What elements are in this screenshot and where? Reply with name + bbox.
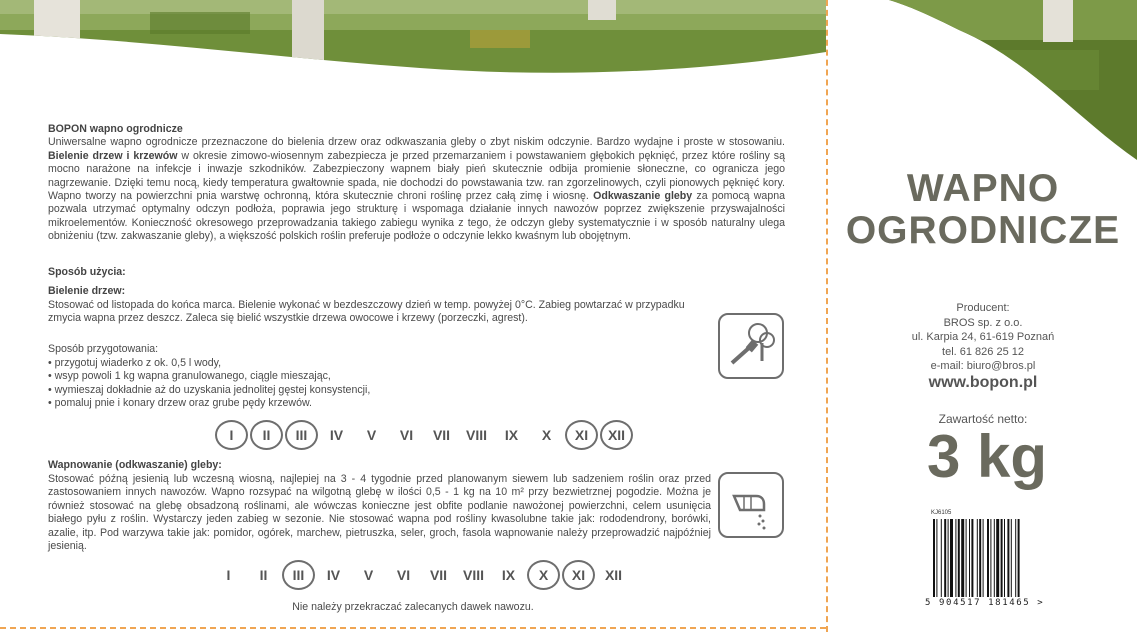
- month-vi: VI: [396, 567, 411, 583]
- month-ii: II: [250, 420, 283, 450]
- website-link[interactable]: www.bopon.pl: [928, 374, 1038, 391]
- net-content-label: Zawartość netto:: [938, 412, 1028, 426]
- intro-text-1: Uniwersalne wapno ogrodnicze przeznaczone do bielenia drzew oraz odkwaszania gleby o zbyt niskim odczynie. Bardzo wydajne i proste w stosowaniu.: [48, 136, 785, 149]
- month-i: I: [215, 420, 248, 450]
- month-v: V: [363, 567, 374, 583]
- month-xi: XI: [565, 420, 598, 450]
- dose-warning: Nie należy przekraczać zalecanych dawek nawozu.: [292, 601, 534, 613]
- barcode-icon: [931, 519, 1047, 599]
- hand-scatter-icon: [718, 472, 784, 538]
- producer-label: Producent:: [956, 302, 1010, 314]
- producer-info: [829, 301, 1137, 374]
- intro-text-2: w okresie zimowo-wiosennym zabezpiecza je przed przemarzaniem i powstawaniem głębokich pęknięć, przez które rośliny są mocno narażone na infekcje i inwazje szkodników. Zabezpieczony wapnem biały pień skutecznie odbija promienie słoneczne, co ogranicza jego nagrzewanie. Dzięki temu nocą, kiedy temperatura gwałtownie spada, nie dochodzi do powstawania tzw. ran zgorzelinowych, czyli pionowych pęknięć kory. Wapno tworzy na powierzchni pnia warstwę ochronną, która skutecznie chroni roślinę przez całą zimę i wiosnę.: [48, 149, 785, 203]
- usage-heading: Sposób użycia:: [48, 266, 126, 278]
- month-iii: III: [285, 420, 318, 450]
- month-iv: IV: [326, 567, 341, 583]
- month-vii: VII: [432, 427, 451, 443]
- month-ii: II: [259, 567, 268, 583]
- prep-heading: Sposób przygotowania:: [48, 343, 159, 355]
- product-title: [829, 168, 1137, 252]
- month-vii: VII: [429, 567, 448, 583]
- month-ix: IX: [504, 427, 519, 443]
- month-x: X: [527, 560, 560, 590]
- cut-line-horizontal: [0, 627, 826, 629]
- prep-step: • wsyp powoli 1 kg wapna granulowanego, ciągle mieszając,: [48, 370, 370, 383]
- prep-step: • przygotuj wiaderko z ok. 0,5 l wody,: [48, 357, 370, 370]
- net-weight: 3 kg: [926, 423, 1048, 490]
- soil-text: Stosować późną jesienią lub wczesną wiosną, najlepiej na 3 - 4 tygodnie przed planowanym siewem lub sadzeniem roślin oraz przed zastosowaniem innych nawozów. Wapno rozsypać na wilgotną glebę w ilości 0,5 - 1 kg na 10 m² przy bezwietrznej pogodzie. Można je również stosować na glebę obsadzoną roślinami, ale wówczas konieczne jest obfite podlanie nawożonej powierzchni, celem usunięcia białego pyłu z roślin. Wystarczy jeden zabieg w sezonie. Nie stosować wapna pod rośliny kwasolubne takie jak: rododendrony, borówki, azalie, itp. Pod warzywa takie jak: pomidor, ogórek, marchew, pietruszka, seler, groch, fasola wapnowanie należy przeprowadzić najpóźniej jesienią.: [48, 473, 711, 553]
- intro-bold-2: Odkwaszanie gleby: [593, 190, 693, 203]
- barcode-number: 5 904517 181465 >: [925, 598, 1045, 608]
- producer-address: ul. Karpia 24, 61-619 Poznań: [911, 331, 1055, 344]
- month-i: I: [226, 567, 231, 583]
- intro-bold-1: Bielenie drzew i krzewów: [48, 149, 178, 162]
- intro-paragraph: [48, 136, 785, 243]
- brush-tree-icon: [718, 313, 784, 379]
- producer-email: e-mail: biuro@bros.pl: [930, 360, 1036, 373]
- months-soil: [212, 560, 632, 590]
- cut-line-vertical: [826, 0, 828, 632]
- month-x: X: [541, 427, 552, 443]
- garden-photo-top: [0, 0, 826, 100]
- garden-photo-corner: [829, 0, 1137, 165]
- title-line-2: OGRODNICZE: [845, 209, 1121, 252]
- month-xii: XII: [600, 420, 633, 450]
- intro-heading: BOPON wapno ogrodnicze: [48, 123, 183, 135]
- month-viii: VIII: [465, 427, 487, 443]
- trees-heading: Bielenie drzew:: [48, 285, 126, 297]
- product-code: KJ6105: [931, 510, 952, 516]
- prep-step: • wymieszaj dokładnie aż do uzyskania jednolitej gęstej konsystencji,: [48, 384, 370, 397]
- month-viii: VIII: [462, 567, 484, 583]
- intro-section: [48, 123, 785, 244]
- prep-step: • pomaluj pnie i konary drzew oraz grube pędy krzewów.: [48, 397, 370, 410]
- intro-text-3: za pomocą wapna pozwala utrzymać optymalny odczyn podłoża, poprawia jego strukturę i wspomaga działanie innych nawozów poprzez zwiększenie przyswajalności mikroelementów. Konieczność okresowego przeprowadzania takiego zabiegu wynika z tego, że odczyn gleby systematycznie i w sposób naturalny ulega obniżeniu (tzw. zakwaszanie gleby), a większość polskich roślin preferuje podłoże o odczynie lekko kwaśnym lub obojętnym.: [48, 190, 785, 243]
- month-v: V: [366, 427, 377, 443]
- month-vi: VI: [399, 427, 414, 443]
- title-line-1: WAPNO: [906, 167, 1060, 210]
- soil-heading: Wapnowanie (odkwaszanie) gleby:: [48, 459, 222, 471]
- trees-text: Stosować od listopada do końca marca. Bielenie wykonać w bezdeszczowy dzień w temp. powyżej 0°C. Zabieg powtarzać w przypadku zmycia wapna przez deszcz. Zaleca się bielić wszystkie drzewa owocowe i krzewy (porzeczki, agrest).: [48, 299, 685, 325]
- producer-name: BROS sp. z o.o.: [943, 316, 1023, 329]
- producer-phone: tel. 61 826 25 12: [942, 345, 1024, 358]
- months-trees: [215, 420, 635, 450]
- prep-list: [48, 357, 370, 411]
- month-xi: XI: [562, 560, 595, 590]
- month-iv: IV: [329, 427, 344, 443]
- month-ix: IX: [501, 567, 516, 583]
- month-xii: XII: [604, 567, 623, 583]
- month-iii: III: [282, 560, 315, 590]
